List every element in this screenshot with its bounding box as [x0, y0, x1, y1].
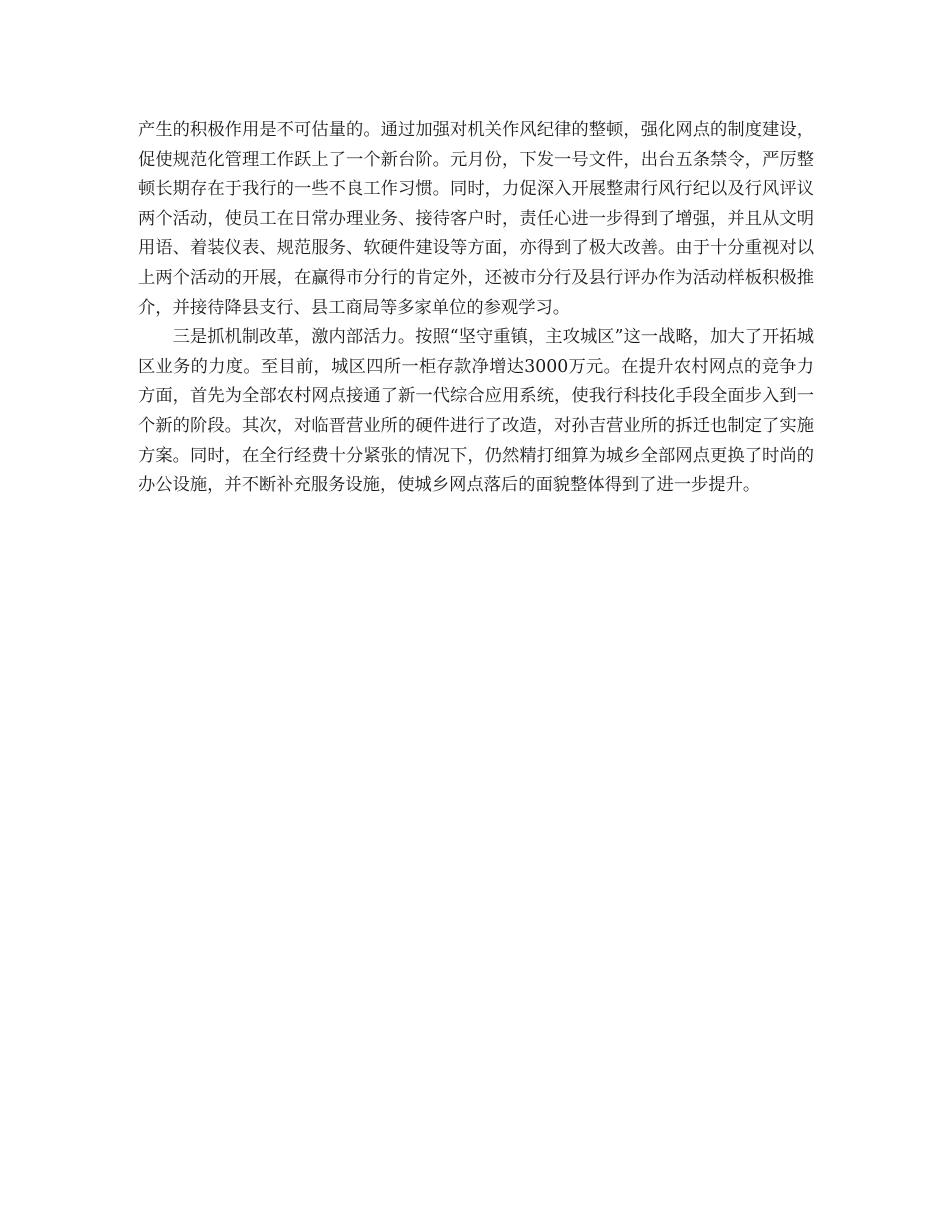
- paragraph-mechanism-reform: 三是抓机制改革，激内部活力。按照“坚守重镇，主攻城区”这一战略，加大了开拓城区业务的力度。至目前，城区四所一柜存款净增达3000万元。在提升农村网点的竞争力方面，首先为全部农村网点接通了新一代综合应用系统，使我行科技化手段全面步入到一个新的阶段。其次，对临晋营业所的硬件进行了改造，对孙吉营业所的拆迁也制定了实施方案。同时，在全行经费十分紧张的情况下，仍然精打细算为城乡全部网点更换了时尚的办公设施，并不断补充服务设施，使城乡网点落后的面貌整体得到了进一步提升。: [138, 327, 814, 496]
- document-body: [138, 116, 814, 501]
- paragraph-continuation: 产生的积极作用是不可估量的。通过加强对机关作风纪律的整顿，强化网点的制度建设，促使规范化管理工作跃上了一个新台阶。元月份，下发一号文件，出台五条禁令，严厉整顿长期存在于我行的一些不良工作习惯。同时，力促深入开展整肃行风行纪以及行风评议两个活动，使员工在日常办理业务、接待客户时，责任心进一步得到了增强，并且从文明用语、着装仪表、规范服务、软硬件建设等方面，亦得到了极大改善。由于十分重视对以上两个活动的开展，在赢得市分行的肯定外，还被市分行及县行评办作为活动样板积极推介，并接待降县支行、县工商局等多家单位的参观学习。: [138, 120, 814, 318]
